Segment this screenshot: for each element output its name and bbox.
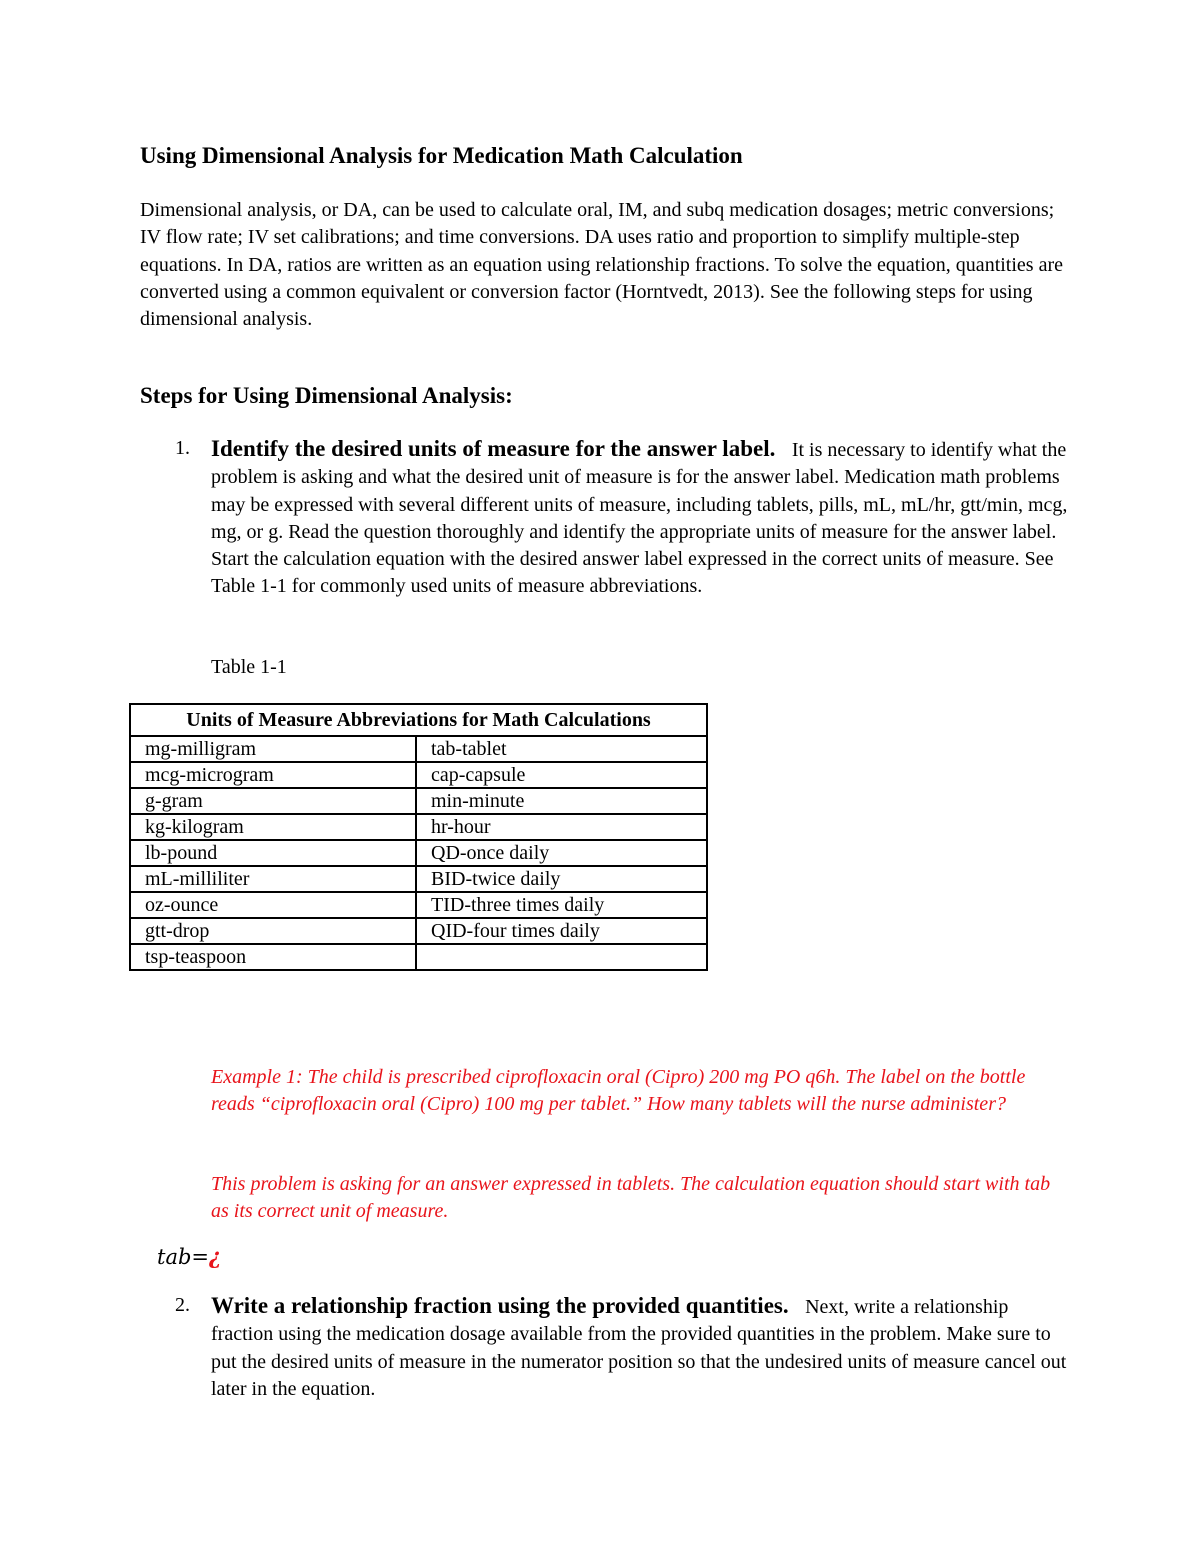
step-1-lead: Identify the desired units of measure for the answer label. (211, 436, 787, 461)
table-row (130, 762, 707, 788)
table-cell: mg-milligram (130, 736, 416, 762)
steps-heading: Steps for Using Dimensional Analysis: (140, 383, 513, 408)
step-1-number: 1. (175, 437, 190, 459)
table-cell: kg-kilogram (130, 814, 416, 840)
table-row (130, 918, 707, 944)
table-cell: tsp-teaspoon (130, 944, 416, 970)
table-cell: tab-tablet (416, 736, 707, 762)
table-cell: QD-once daily (416, 840, 707, 866)
table-cell: TID-three times daily (416, 892, 707, 918)
table-cell (416, 944, 707, 970)
intro-paragraph: Dimensional analysis, or DA, can be used to calculate oral, IM, and subq medication dosages; metric conversions; IV flow rate; IV set calibrations; and time conversions. DA uses ratio and proportion to simplify multiple-step equations. In DA, ratios are written as an equation using relationship fractions. To solve the equation, quantities are converted using a common equivalent or conversion factor (Horntvedt, 2013). See the following steps for using dimensional analysis. (140, 199, 1063, 331)
table-cell: hr-hour (416, 814, 707, 840)
step-2-lead: Write a relationship fraction using the provided quantities. (211, 1293, 801, 1318)
table-cell: oz-ounce (130, 892, 416, 918)
table-cell: min-minute (416, 788, 707, 814)
table-cell: cap-capsule (416, 762, 707, 788)
step-1 (175, 435, 1071, 601)
table-cell: mcg-microgram (130, 762, 416, 788)
table-label: Table 1-1 (211, 656, 287, 678)
table-row (130, 866, 707, 892)
table-row (130, 944, 707, 970)
document-title: Using Dimensional Analysis for Medication Math Calculation (140, 143, 743, 168)
table-row (130, 736, 707, 762)
example-1-explanation: This problem is asking for an answer expressed in tablets. The calculation equation should start with tab as its correct unit of measure. (211, 1173, 1051, 1223)
equation-rhs: ¿ (209, 1244, 222, 1269)
table-row (130, 814, 707, 840)
units-table-header: Units of Measure Abbreviations for Math Calculations (130, 704, 707, 736)
step-2 (175, 1292, 1071, 1403)
table-cell: gtt-drop (130, 918, 416, 944)
step-2-number: 2. (175, 1294, 190, 1316)
table-cell: BID-twice daily (416, 866, 707, 892)
table-cell: mL-milliliter (130, 866, 416, 892)
equation-tab (157, 1244, 221, 1269)
example-1-question: Example 1: The child is prescribed ciprofloxacin oral (Cipro) 200 mg PO q6h. The label on the bottle reads “ciprofloxacin oral (Cipro) 100 mg per tablet.” How many tablets will the nurse administer? (211, 1066, 1026, 1116)
step-2-body: Next, write a relationship fraction using the medication dosage available from the provided quantities in the problem. Make sure to put the desired units of measure in the numerator position so that the undesired units of measure cancel out later in the equation. (211, 1296, 1067, 1400)
table-cell: QID-four times daily (416, 918, 707, 944)
table-row (130, 840, 707, 866)
equation-lhs: tab= (157, 1245, 209, 1269)
units-table (129, 703, 708, 971)
table-cell: g-gram (130, 788, 416, 814)
step-1-body: It is necessary to identify what the problem is asking and what the desired unit of measure is for the answer label. Medication math problems may be expressed with several different units of measure, including tablets, pills, mL, mL/hr, gtt/min, mcg, mg, or g. Read the question thoroughly and identify the appropriate units of measure for the answer label. Start the calculation equation with the desired answer label expressed in the correct units of measure. See Table 1-1 for commonly used units of measure abbreviations. (211, 439, 1068, 598)
table-cell: lb-pound (130, 840, 416, 866)
table-row (130, 788, 707, 814)
table-row (130, 892, 707, 918)
